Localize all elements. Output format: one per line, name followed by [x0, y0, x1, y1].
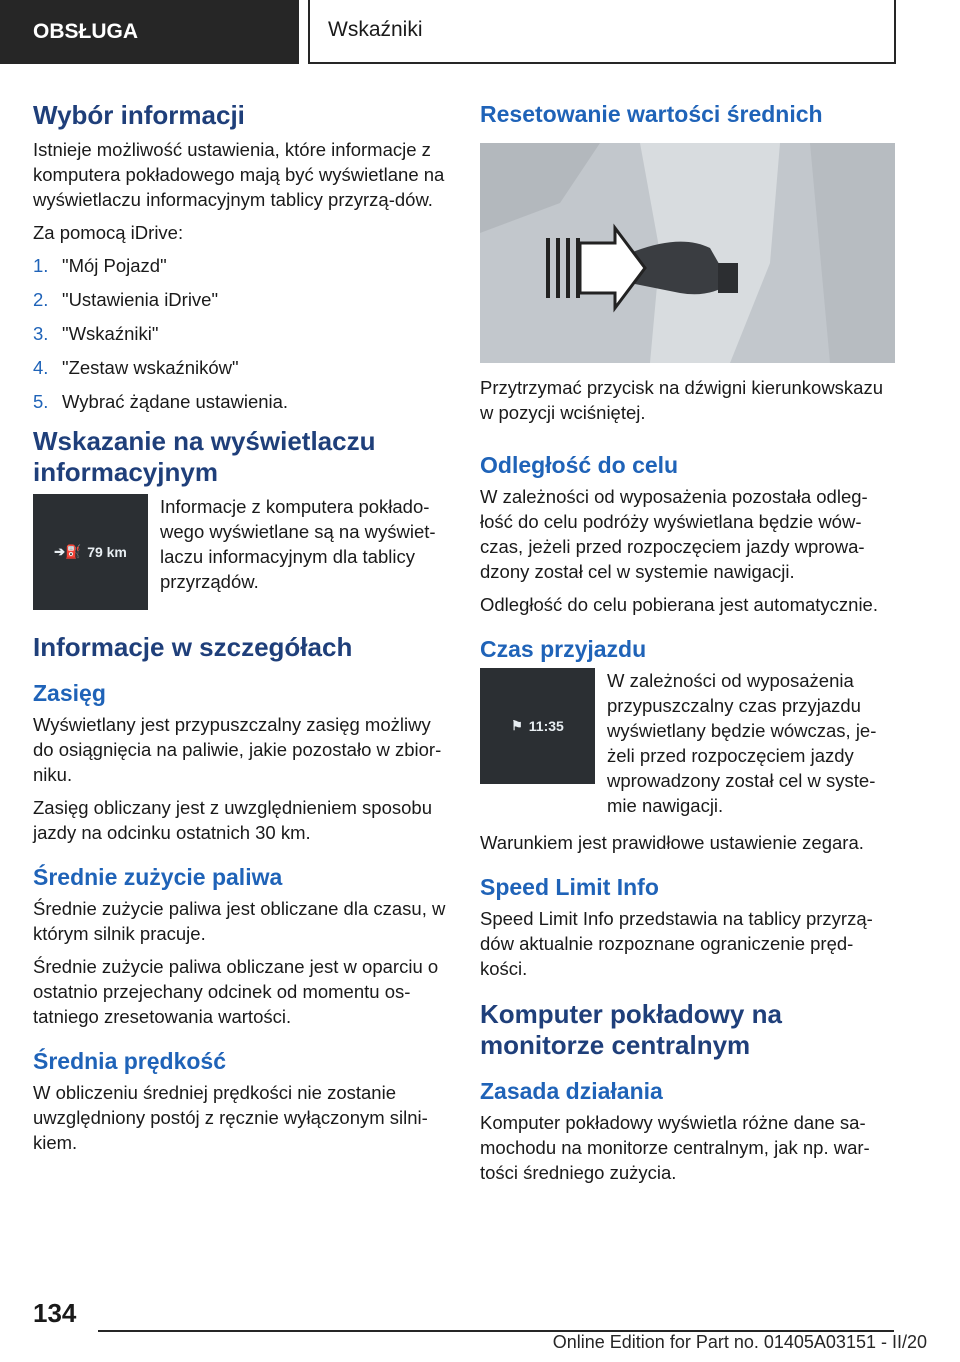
paragraph: Średnie zużycie paliwa obliczane jest w oparciu o ostatnio przejechany odcinek od momentu os‐tatniego zresetowania wartości. — [33, 956, 439, 1027]
heading-zasada: Zasada działania — [480, 1078, 663, 1104]
display-block — [33, 494, 448, 610]
paragraph: W zależności od wyposażenia pozostała odleg‐łość do celu podróży wyświetlana będzie wów‐czas, jeżeli przed rozpoczęciem jazdy wprowa‐dzony został cel w systemie nawigacji. — [480, 486, 868, 582]
header-rule-right — [894, 0, 896, 64]
list-item — [33, 321, 448, 346]
section-label: OBSŁUGA — [33, 20, 138, 43]
right-column — [480, 100, 895, 1193]
step-text: "Ustawienia iDrive" — [62, 289, 219, 310]
step-number: 1. — [33, 255, 49, 276]
heading-predkosc: Średnia prędkość — [33, 1048, 227, 1074]
paragraph: W zależności od wyposażenia przypuszczalny czas przyjazdu wyświetlany będzie wówczas, je‐żeli przed rozpoczęciem jazdy wprowadzony został cel w syste‐mie nawigacji. — [607, 670, 877, 816]
arrival-text — [607, 668, 895, 818]
arrival-display-image — [480, 668, 595, 784]
paragraph: Przytrzymać przycisk na dźwigni kierunkowskazu w pozycji wciśniętej. — [480, 377, 884, 423]
paragraph: Istnieje możliwość ustawienia, które informacje z komputera pokładowego mają być wyświetlane na wyświetlaczu informacyjnym tablicy przyrzą‐dów. — [33, 139, 445, 210]
heading-komputer: Komputer pokładowy na monitorze centralnym — [480, 999, 782, 1060]
range-value: 79 km — [87, 544, 127, 560]
header-divider — [308, 0, 310, 64]
header-rule — [310, 62, 896, 64]
list-item — [33, 287, 448, 312]
page-number: 134 — [33, 1298, 77, 1328]
step-number: 2. — [33, 289, 49, 310]
paragraph: Zasięg obliczany jest z uwzględnieniem sposobu jazdy na odcinku ostatnich 30 km. — [33, 797, 432, 843]
turn-signal-lever-image — [480, 143, 895, 363]
edition-note: Online Edition for Part no. 01405A03151 - II/20 — [552, 1332, 927, 1352]
heading-wskazanie: Wskazanie na wyświetlaczu informacyjnym — [33, 426, 376, 487]
heading-reset: Resetowanie wartości średnich — [480, 101, 823, 127]
section-tab — [0, 0, 299, 64]
step-text: Wybrać żądane ustawienia. — [62, 391, 289, 412]
fuel-range-icon: ➔⛽ — [54, 544, 82, 559]
paragraph: W obliczeniu średniej prędkości nie zostanie uwzględniony postój z ręcznie wyłączonym silni‐kiem. — [33, 1082, 428, 1153]
list-item — [33, 355, 448, 380]
step-text: "Mój Pojazd" — [62, 255, 167, 276]
heading-speed: Speed Limit Info — [480, 874, 659, 900]
heading-zasieg: Zasięg — [33, 680, 106, 706]
arrival-value: 11:35 — [528, 718, 564, 734]
list-item — [33, 389, 448, 414]
steps-list — [33, 253, 448, 414]
step-number: 5. — [33, 391, 49, 412]
paragraph: Odległość do celu pobierana jest automatycznie. — [480, 594, 878, 615]
step-text: "Wskaźniki" — [62, 323, 159, 344]
flag-icon: ⚑ — [511, 718, 523, 733]
paragraph: Wyświetlany jest przypuszczalny zasięg możliwy do osiągnięcia na paliwie, jakie pozostało w zbior‐niku. — [33, 714, 442, 785]
chapter-title: Wskaźniki — [328, 18, 423, 41]
display-text — [160, 494, 448, 610]
left-column — [33, 100, 448, 1163]
lever-illustration — [480, 143, 895, 363]
heading-zuzycie: Średnie zużycie paliwa — [33, 864, 283, 890]
paragraph: Komputer pokładowy wyświetla różne dane sa‐mochodu na monitorze centralnym, jak np. war‐tości średniego zużycia. — [480, 1112, 870, 1183]
heading-czas: Czas przyjazdu — [480, 636, 647, 662]
step-number: 3. — [33, 323, 49, 344]
paragraph: Informacje z komputera pokłado‐wego wyświetlane są na wyświet‐laczu informacyjnym dla tablicy przyrządów. — [160, 496, 436, 592]
step-text: "Zestaw wskaźników" — [62, 357, 239, 378]
step-number: 4. — [33, 357, 49, 378]
range-display-image — [33, 494, 148, 610]
arrival-block — [480, 668, 895, 818]
paragraph: Za pomocą iDrive: — [33, 222, 184, 243]
paragraph: Średnie zużycie paliwa jest obliczane dla czasu, w którym silnik pracuje. — [33, 898, 446, 944]
heading-wybor: Wybór informacji — [33, 100, 245, 130]
heading-szczegoly: Informacje w szczegółach — [33, 632, 353, 662]
heading-odleglosc: Odległość do celu — [480, 452, 679, 478]
paragraph: Warunkiem jest prawidłowe ustawienie zegara. — [480, 832, 864, 853]
list-item — [33, 253, 448, 278]
paragraph: Speed Limit Info przedstawia na tablicy przyrzą‐dów aktualnie rozpoznane ograniczenie pręd‐kości. — [480, 908, 873, 979]
